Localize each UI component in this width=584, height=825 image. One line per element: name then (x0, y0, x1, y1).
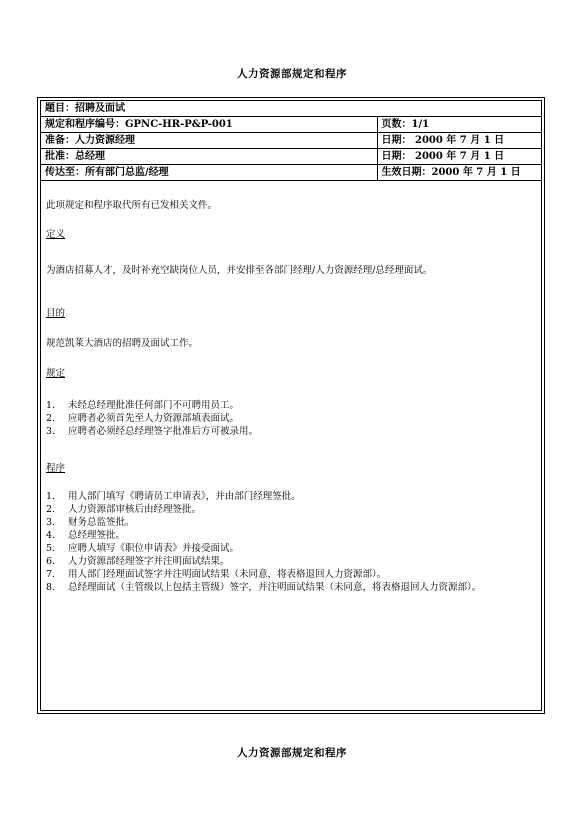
procedure-item-text: 用人部门经理面试签字并注明面试结果（未同意，将表格退回人力资源部）。 (68, 569, 387, 580)
procedure-item-number: 5. (46, 543, 56, 554)
approved-cell: 批准：总经理 (41, 149, 377, 165)
policy-item (46, 412, 536, 425)
procedure-item (46, 490, 536, 503)
policy-item (46, 399, 536, 412)
pages-cell: 页数：1/1 (377, 117, 541, 133)
procedure-item-number: 7. (46, 569, 56, 580)
page-header-title: 人力资源部规定和程序 (237, 68, 347, 80)
procedure-item-text: 财务总监签批。 (68, 517, 135, 528)
procedure-item (46, 568, 536, 581)
header-row-approved (41, 149, 541, 165)
procedure-item-number: 6. (46, 556, 56, 567)
procedure-list (46, 490, 536, 594)
procedure-item-text: 人力资源部经理签字并注明面试结果。 (68, 556, 230, 567)
policy-item (46, 425, 536, 438)
policy-item-text: 应聘者必须经总经理签字批准后方可被录用。 (68, 426, 259, 437)
policy-item-number: 2. (46, 413, 56, 424)
distribution-cell: 传达至：所有部门总监/经理 (41, 165, 377, 181)
procedure-item (46, 529, 536, 542)
procedure-item-text: 用人部门填写《聘请员工申请表》，并由部门经理签批。 (68, 491, 301, 502)
procedure-item-text: 应聘人填写《职位申请表》并接受面试。 (68, 543, 240, 554)
purpose-heading: 目的 (46, 308, 66, 319)
procedure-heading: 程序 (46, 463, 66, 474)
policy-item-number: 3. (46, 426, 56, 437)
approved-date-cell: 日期： 2000 年 7 月 1 日 (377, 149, 541, 165)
document-frame (37, 97, 545, 714)
policy-item-text: 未经总经理批准任何部门不可聘用员工。 (68, 400, 240, 411)
document-inner-frame (40, 100, 542, 711)
prepared-date-cell: 日期： 2000 年 7 月 1 日 (377, 133, 541, 149)
header-row-title (41, 101, 541, 117)
code-cell: 规定和程序编号：GPNC-HR-P&P-001 (41, 117, 377, 133)
page-footer-title: 人力资源部规定和程序 (237, 747, 347, 759)
policy-item-text: 应聘者必须首先至人力资源部填表面试。 (68, 413, 240, 424)
header-table (41, 101, 541, 181)
policy-item-number: 1. (46, 400, 56, 411)
header-row-code (41, 117, 541, 133)
effective-date-cell: 生效日期：2000 年 7 月 1 日 (377, 165, 541, 181)
definition-text: 为酒店招募人才，及时补充空缺岗位人员，并安排至各部门经理/人力资源经理/总经理面试。 (46, 265, 433, 276)
procedure-item (46, 555, 536, 568)
intro-text: 此项规定和程序取代所有已发相关文件。 (46, 200, 218, 211)
header-row-prepared (41, 133, 541, 149)
purpose-text: 规范凯莱大酒店的招聘及面试工作。 (46, 338, 199, 349)
procedure-item-number: 1. (46, 491, 56, 502)
procedure-item-number: 8. (46, 582, 56, 593)
procedure-item-number: 3. (46, 517, 56, 528)
definition-heading: 定义 (46, 229, 66, 240)
prepared-cell: 准备：人力资源经理 (41, 133, 377, 149)
procedure-item (46, 516, 536, 529)
header-row-distribution (41, 165, 541, 181)
procedure-item (46, 581, 536, 594)
policy-list (46, 399, 536, 438)
procedure-item (46, 503, 536, 516)
title-cell: 题目：招聘及面试 (41, 101, 541, 117)
procedure-item (46, 542, 536, 555)
procedure-item-text: 总经理面试（主管级以上包括主管级）签字，并注明面试结果（未同意，将表格退回人力资源部）。 (68, 582, 482, 593)
procedure-item-text: 总经理签批。 (68, 530, 126, 541)
policy-heading: 规定 (46, 368, 66, 379)
procedure-item-text: 人力资源部审核后由经理签批。 (68, 504, 202, 515)
procedure-item-number: 4. (46, 530, 56, 541)
procedure-item-number: 2. (46, 504, 56, 515)
